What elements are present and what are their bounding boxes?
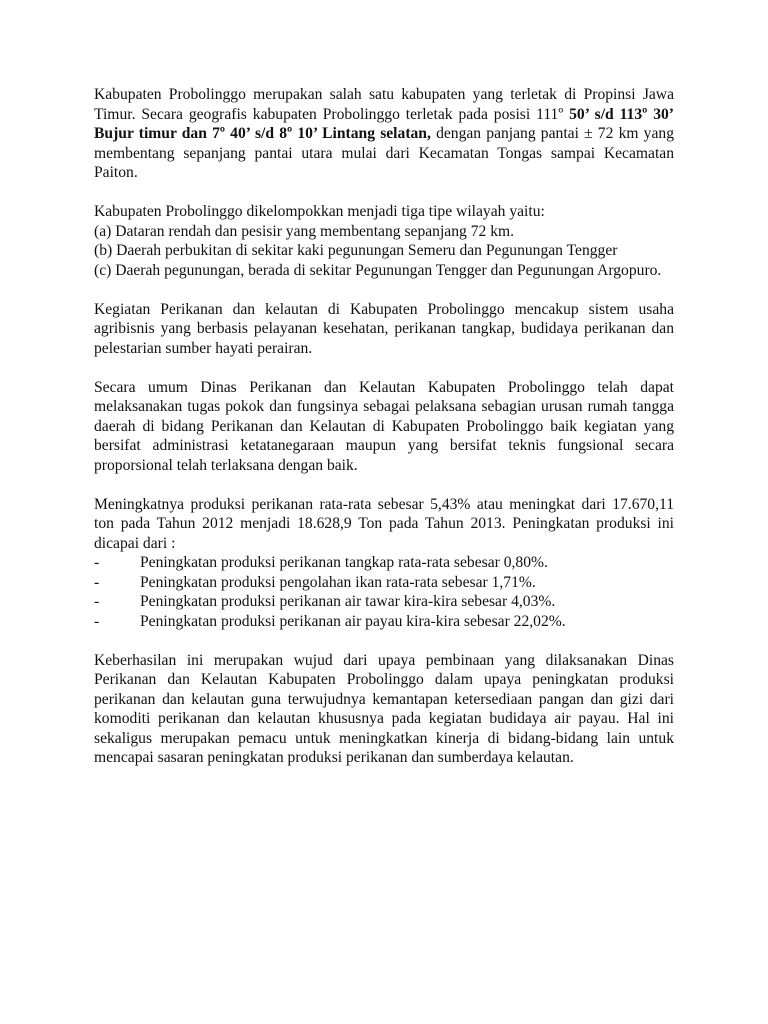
production-brackish: Peningkatan produksi perikanan air payau kira-kira sebesar 22,02%. xyxy=(140,612,566,630)
region-type-a: (a) Dataran rendah dan pesisir yang membentang sepanjang 72 km. xyxy=(94,222,515,240)
production-intro: Meningkatnya produksi perikanan rata-rata sebesar 5,43% atau meningkat dari 17.670,11 ton pada Tahun 2012 menjadi 18.628,9 Ton pada Tahun 2013. Peningkatan produksi ini dicapai dari : xyxy=(94,495,674,552)
list-item xyxy=(94,592,674,612)
paragraph-agency-performance: Secara umum Dinas Perikanan dan Kelautan Kabupaten Probolinggo telah dapat melaksanakan tugas pokok dan fungsinya sebagai pelaksana sebagian urusan rumah tangga daerah di bidang Perikanan dan Kelautan di Kabupaten Probolinggo baik kegiatan yang bersifat administrasi ketatanegaraan maupun yang bersifat teknis fungsional secara proporsional telah terlaksana dengan baik. xyxy=(94,378,674,474)
list-item xyxy=(94,612,674,632)
location-coordinates: 50’ s/d 113º 30’ Bujur timur dan 7º 40’ s/d 8º 10’ Lintang selatan, xyxy=(94,105,674,142)
production-capture: Peningkatan produksi perikanan tangkap rata-rata sebesar 0,80%. xyxy=(140,554,548,571)
paragraph-success: Keberhasilan ini merupakan wujud dari upaya pembinaan yang dilaksanakan Dinas Perikanan dan Kelautan Kabupaten Probolinggo dalam upaya peningkatan produksi perikanan dan kelautan guna terwujudnya kemantapan ketersediaan pangan dan gizi dari komoditi perikanan dan kelautan khususnya pada kegiatan budidaya air payau. Hal ini sekaligus merupakan pemacu untuk meningkatkan kinerja di bidang-bidang lain untuk mencapai sasaran peningkatan produksi perikanan dan sumberdaya kelautan. xyxy=(94,651,674,766)
list-dash: - xyxy=(94,593,100,610)
production-freshwater: Peningkatan produksi perikanan air tawar kira-kira sebesar 4,03%. xyxy=(140,593,556,610)
paragraph-region-types xyxy=(94,202,674,280)
location-text-coast: dengan panjang pantai ± 72 km yang membentang sepanjang pantai utara mulai dari Kecamatan Tongas sampai Kecamatan Paiton. xyxy=(94,125,674,181)
list-item xyxy=(94,553,674,573)
list-dash: - xyxy=(94,612,100,630)
list-dash: - xyxy=(94,554,100,571)
production-processing: Peningkatan produksi pengolahan ikan rata-rata sebesar 1,71%. xyxy=(140,573,536,591)
document-page xyxy=(94,85,674,787)
list-item xyxy=(94,573,674,593)
paragraph-location xyxy=(94,85,674,183)
paragraph-fisheries-activities: Kegiatan Perikanan dan kelautan di Kabupaten Probolinggo mencakup sistem usaha agribisnis yang berbasis pelayanan kesehatan, perikanan tangkap, budidaya perikanan dan pelestarian sumber hayati perairan. xyxy=(94,300,674,357)
region-types-intro: Kabupaten Probolinggo dikelompokkan menjadi tiga tipe wilayah yaitu: xyxy=(94,203,545,220)
region-type-b: (b) Daerah perbukitan di sekitar kaki pegunungan Semeru dan Pegunungan Tengger xyxy=(94,242,618,259)
list-dash: - xyxy=(94,573,100,591)
region-type-c: (c) Daerah pegunungan, berada di sekitar Pegunungan Tengger dan Pegunungan Argopuro. xyxy=(94,261,662,279)
paragraph-production-increase xyxy=(94,495,674,632)
location-text-intro: Kabupaten Probolinggo merupakan salah satu kabupaten yang terletak di Propinsi Jawa Timur. Secara geografis kabupaten Probolinggo terletak pada posisi 111º xyxy=(94,86,674,123)
